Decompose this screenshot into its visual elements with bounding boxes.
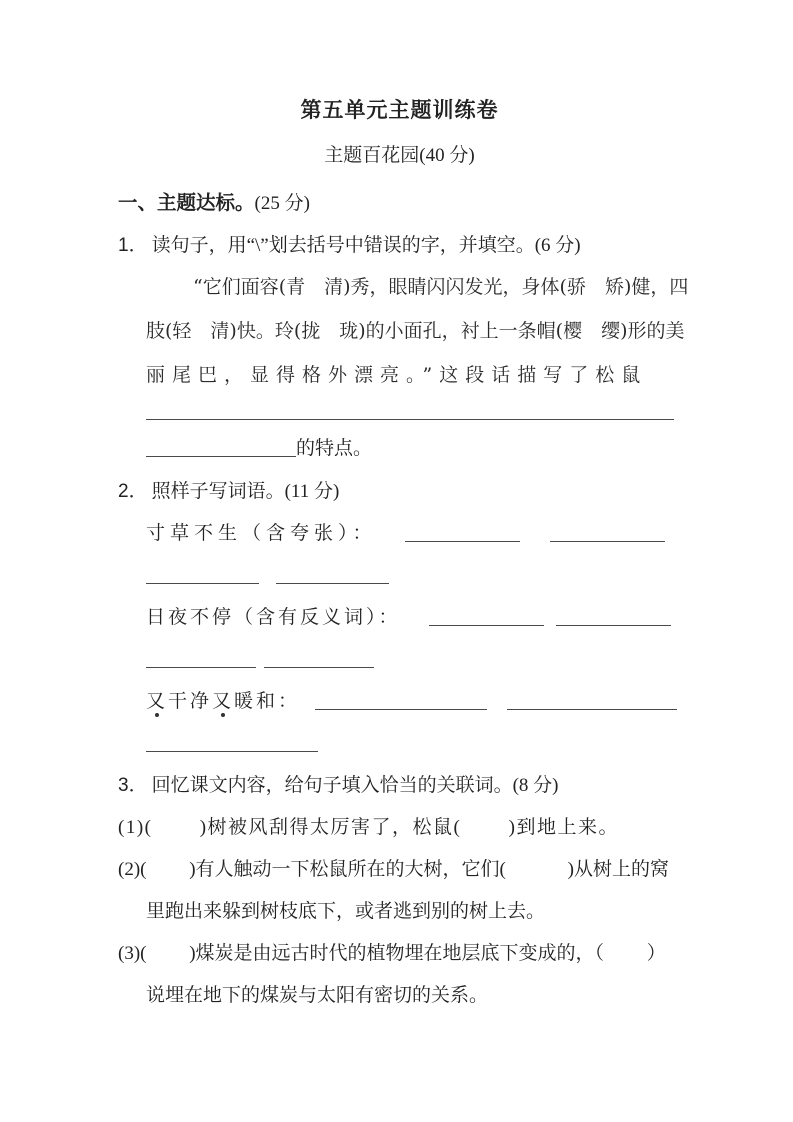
question-1-prompt: [118, 233, 681, 259]
question-3-prompt: [118, 765, 681, 807]
quote-line: 肢(轻 清)快。玲(拢 珑)的小面孔，衬上一条帽(樱 缨)形的美: [146, 320, 685, 342]
answer-blank: [550, 525, 665, 542]
answer-blank: [146, 440, 296, 457]
answer-blank: [556, 609, 671, 626]
paper-title: 第五单元主题训练卷: [300, 99, 499, 122]
question-3-item-2-line-1: (2)( )有人触动一下松鼠所在的大树，它们( )从树上的窝: [118, 859, 669, 880]
section-heading-text: 一、主题达标。: [118, 192, 255, 214]
answer-blank: [315, 693, 487, 710]
quote-line: 丽尾巴，显得格外漂亮。”这段话描写了松鼠: [146, 364, 648, 386]
answer-blank: [429, 609, 544, 626]
emphasized-char: 又: [146, 691, 169, 712]
answer-blank: [146, 567, 259, 584]
answer-blank: [146, 403, 674, 420]
question-1-tail-text: 的特点。: [296, 438, 373, 459]
answer-blank: [507, 693, 677, 710]
question-1-number: 1．: [118, 235, 148, 256]
word-pattern-label: 日夜不停（含有反义词）：: [146, 607, 401, 628]
quote-line: “它们面容(青 清)秀，眼睛闪闪发光，身体(骄 矫)健，四: [193, 276, 689, 298]
section-heading: [118, 190, 681, 217]
question-1: [118, 233, 689, 470]
question-1-quote: [146, 265, 689, 397]
question-2-item-2: [146, 597, 681, 639]
answer-blank: [276, 567, 389, 584]
question-1-tail-line: [146, 427, 681, 470]
answer-blank: [146, 735, 318, 752]
question-2-item-3-blanks: [146, 723, 681, 765]
question-2-number: 2．: [118, 481, 148, 502]
paper-subtitle: 主题百花园(40 分): [324, 145, 475, 166]
section-score: (25 分): [254, 193, 310, 214]
question-2-prompt: [118, 470, 681, 513]
word-pattern-label: 又干净又暖和：: [146, 691, 301, 712]
word-pattern-label: 寸草不生（含夸张）：: [146, 523, 377, 544]
question-3-item-1: (1)( )树被风刮得太厉害了，松鼠( )到地上来。: [118, 817, 619, 838]
emphasized-char: 又: [212, 691, 235, 712]
question-3-number: 3．: [118, 775, 148, 796]
question-2-item-1: [146, 513, 681, 555]
question-2-item-2-blanks: [146, 639, 681, 681]
question-1-blank-line: [146, 397, 681, 427]
question-3-item-3-line-2: 说埋在地下的煤炭与太阳有密切的关系。: [146, 985, 489, 1006]
question-2-item-3: [146, 681, 681, 723]
question-3-text: 回忆课文内容，给句子填入恰当的关联词。(8 分): [151, 775, 559, 796]
question-3-item-3-line-1: (3)( )煤炭是由远古时代的植物埋在地层底下变成的，（ ）: [118, 943, 666, 964]
question-1-text: 读句子，用“\”划去括号中错误的字，并填空。(6 分): [151, 235, 581, 256]
question-2: [118, 470, 681, 765]
answer-blank: [405, 525, 520, 542]
question-3-item-2-line-2: 里跑出来躲到树枝底下，或者逃到别的树上去。: [146, 901, 546, 922]
question-3: [118, 765, 681, 1017]
answer-blank: [146, 651, 256, 668]
question-2-item-1-blanks: [146, 555, 681, 597]
answer-blank: [264, 651, 374, 668]
question-2-text: 照样子写词语。(11 分): [151, 481, 340, 502]
